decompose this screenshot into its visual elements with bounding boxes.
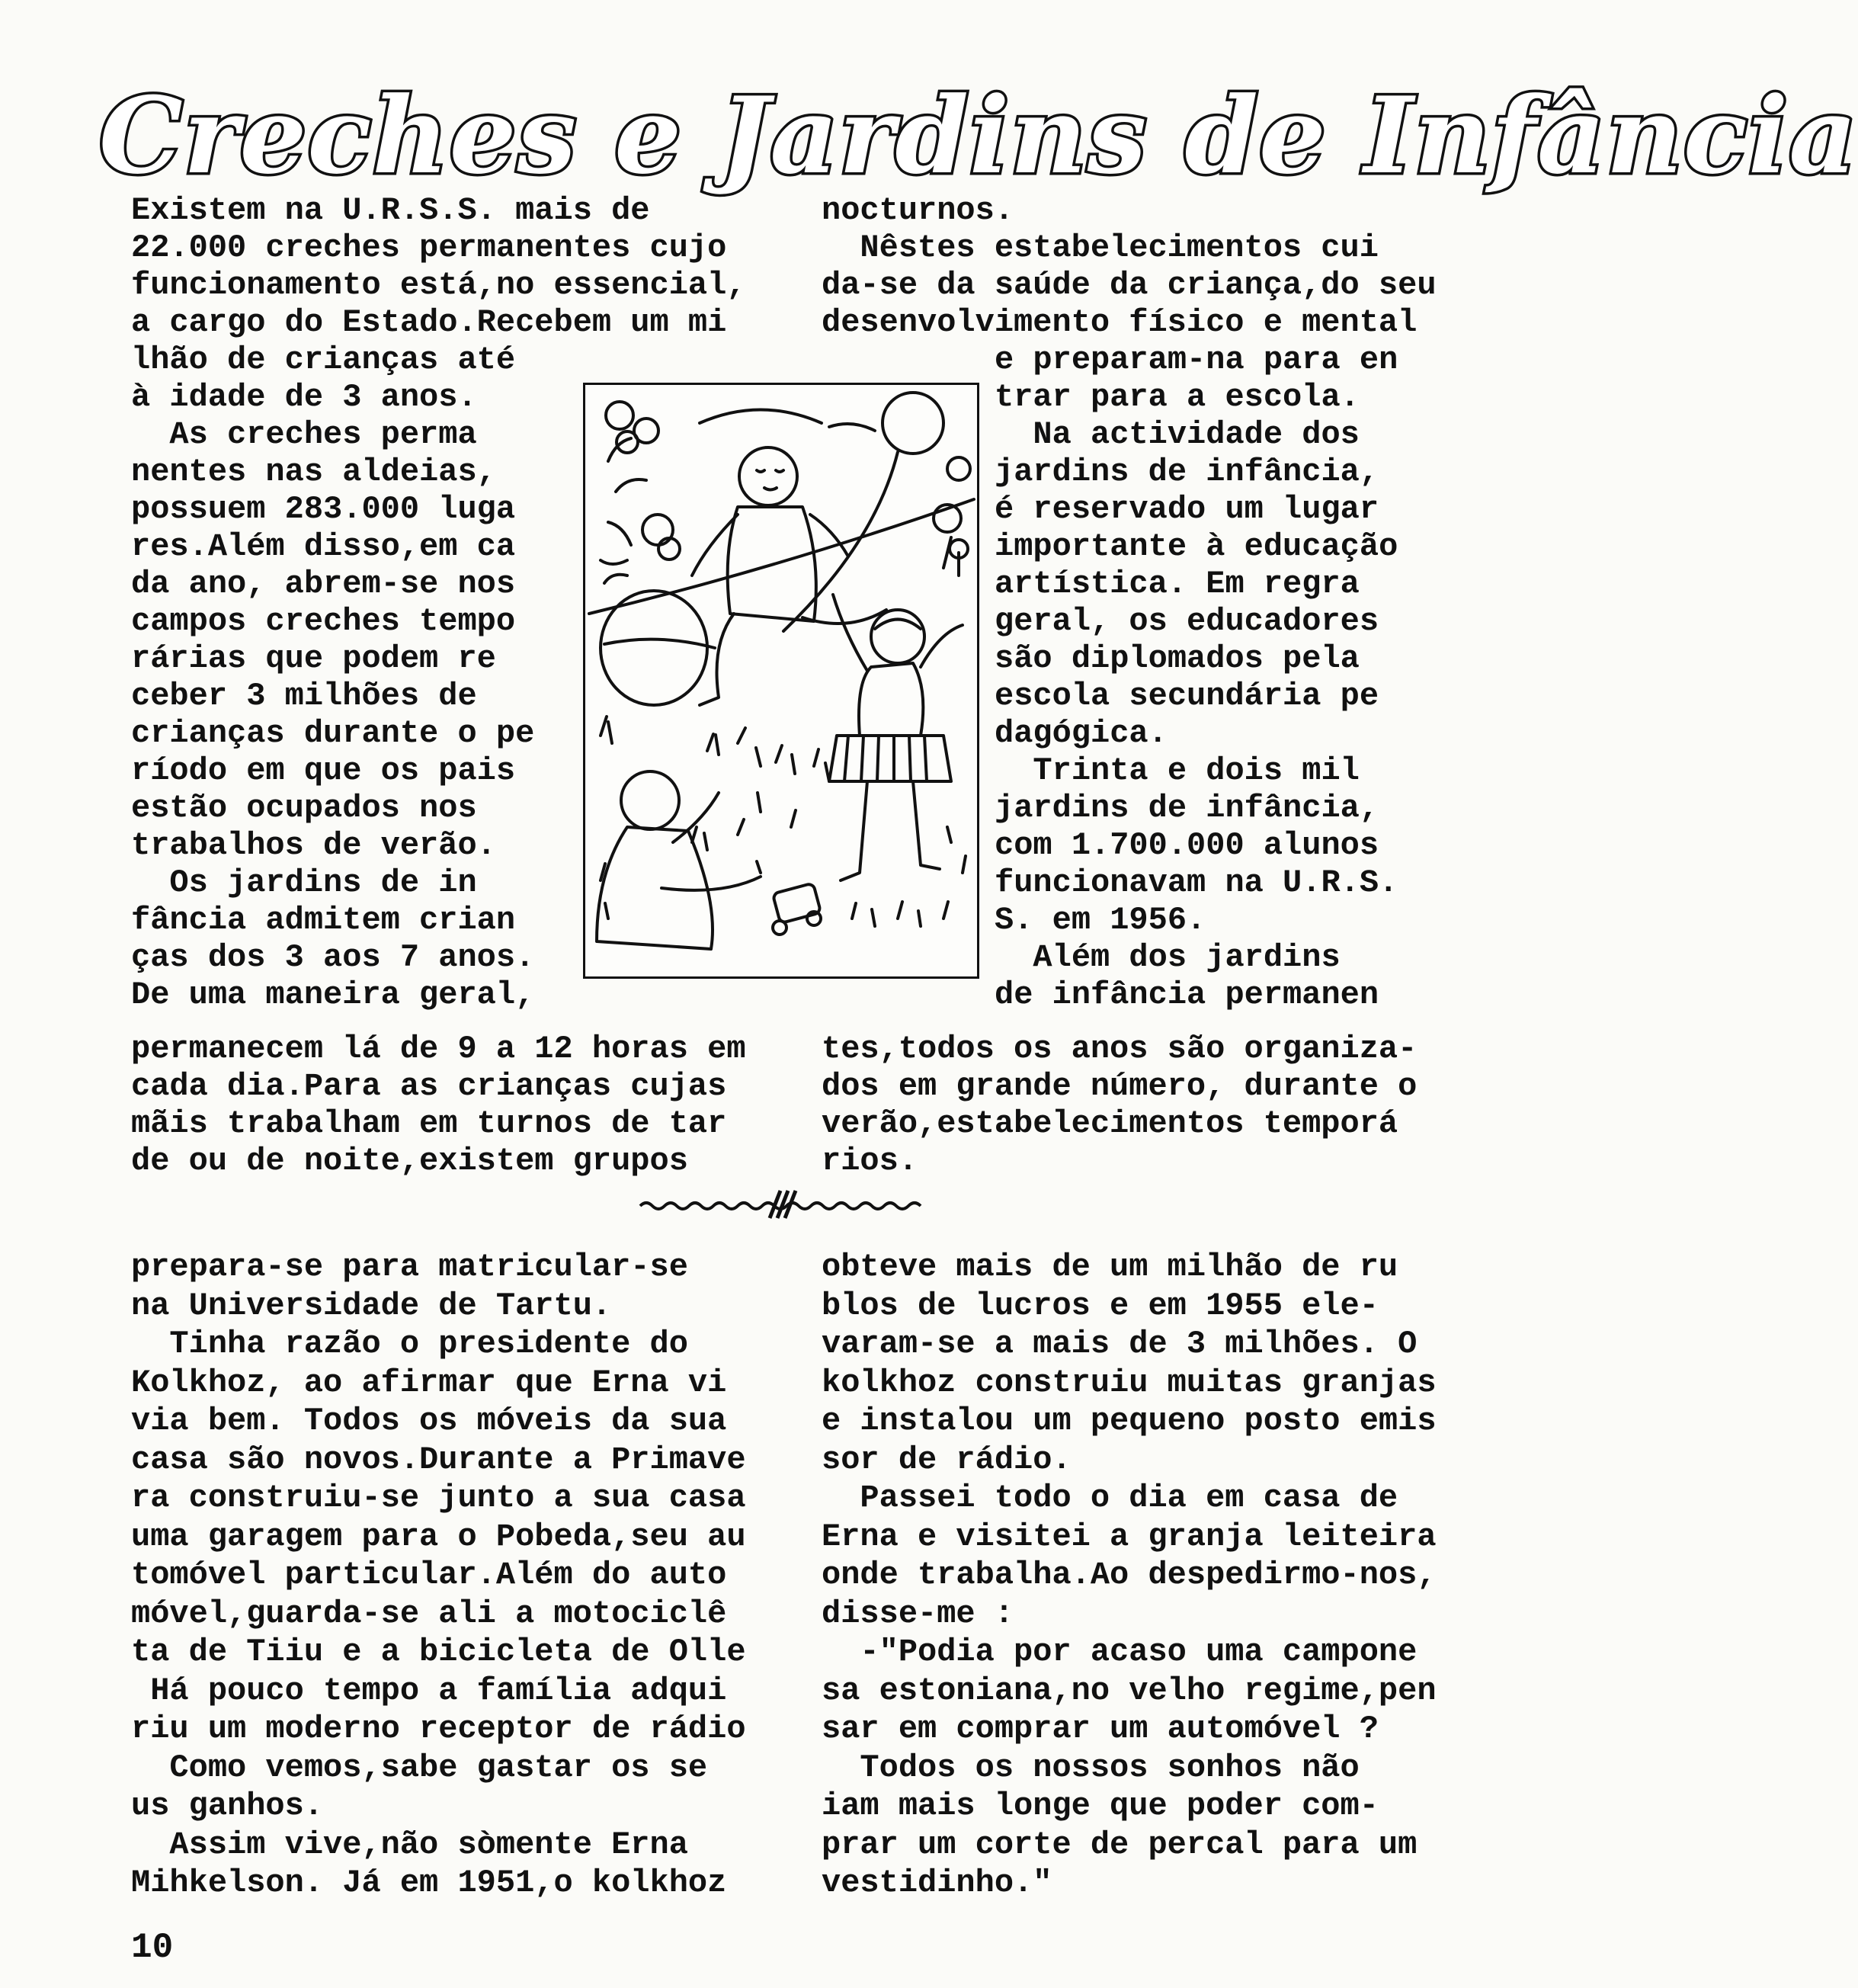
text-line: dagógica. <box>995 715 1168 752</box>
text-line: possuem 283.000 luga <box>131 491 516 527</box>
text-line: verão,estabelecimentos temporá <box>822 1105 1398 1142</box>
text-line: com 1.700.000 alunos <box>995 827 1379 864</box>
text-line: Na actividade dos <box>995 416 1360 453</box>
text-line: -"Podia por acaso uma campone <box>822 1634 1418 1670</box>
text-line: Além dos jardins <box>995 939 1341 976</box>
text-line: são diplomados pela <box>995 640 1360 677</box>
text-line: móvel,guarda-se ali a motociclê <box>131 1595 727 1632</box>
text-line: tomóvel particular.Além do auto <box>131 1557 727 1593</box>
text-line: sa estoniana,no velho regime,pen <box>822 1672 1437 1709</box>
text-line: uma garagem para o Pobeda,seu au <box>131 1518 746 1555</box>
text-line: rárias que podem re <box>131 640 496 677</box>
text-line: Tinha razão o presidente do <box>131 1326 688 1362</box>
text-line: dos em grande número, durante o <box>822 1068 1418 1105</box>
text-line: sar em comprar um automóvel ? <box>822 1711 1379 1747</box>
text-line: iam mais longe que poder com- <box>822 1788 1379 1824</box>
text-line: de ou de noite,existem grupos <box>131 1143 688 1179</box>
text-line: jardins de infância, <box>995 790 1379 826</box>
text-line: nocturnos. <box>822 192 1014 229</box>
text-line: permanecem lá de 9 a 12 horas em <box>131 1031 746 1067</box>
text-line: Trinta e dois mil <box>995 752 1360 789</box>
text-line: kolkhoz construiu muitas granjas <box>822 1364 1437 1401</box>
text-line: ta de Tiiu e a bicicleta de Olle <box>131 1634 746 1670</box>
text-line: trabalhos de verão. <box>131 827 496 864</box>
bottom-left-column <box>131 1248 771 1903</box>
text-line: disse-me : <box>822 1595 1014 1632</box>
text-line: e instalou um pequeno posto emis <box>822 1403 1437 1439</box>
text-line: e preparam-na para en <box>995 341 1398 378</box>
text-line: 22.000 creches permanentes cujo <box>131 229 727 266</box>
text-line: a cargo do Estado.Recebem um mi <box>131 304 727 341</box>
text-line: via bem. Todos os móveis da sua <box>131 1403 727 1439</box>
text-line: à idade de 3 anos. <box>131 379 477 415</box>
section-divider <box>640 1189 922 1220</box>
top-right-bottom <box>822 1031 1462 1180</box>
text-line: funcionamento está,no essencial, <box>131 267 746 303</box>
text-line: vestidinho." <box>822 1865 1052 1901</box>
text-line: campos creches tempo <box>131 603 516 640</box>
text-line: rios. <box>822 1143 918 1179</box>
text-line: de infância permanen <box>995 976 1379 1013</box>
text-line: sor de rádio. <box>822 1441 1072 1478</box>
text-line: obteve mais de um milhão de ru <box>822 1249 1398 1285</box>
text-line: geral, os educadores <box>995 603 1379 640</box>
text-line: da ano, abrem-se nos <box>131 566 516 602</box>
text-line: funcionavam na U.R.S. <box>995 864 1398 901</box>
top-left-narrow <box>131 341 565 1014</box>
text-line: mãis trabalham em turnos de tar <box>131 1105 727 1142</box>
text-line: Como vemos,sabe gastar os se <box>131 1749 708 1786</box>
bottom-right-column <box>822 1248 1462 1903</box>
text-line: cada dia.Para as crianças cujas <box>131 1068 727 1105</box>
top-right-wide <box>822 192 1462 341</box>
text-line: Nêstes estabelecimentos cui <box>822 229 1379 266</box>
text-line: ças dos 3 aos 7 anos. <box>131 939 535 976</box>
text-line: nentes nas aldeias, <box>131 454 496 490</box>
text-line: onde trabalha.Ao despedirmo-nos, <box>822 1557 1437 1593</box>
text-line: crianças durante o pe <box>131 715 535 752</box>
text-line: tes,todos os anos são organiza- <box>822 1031 1418 1067</box>
text-line: Os jardins de in <box>131 864 477 901</box>
text-line: Existem na U.R.S.S. mais de <box>131 192 650 229</box>
text-line: blos de lucros e em 1955 ele- <box>822 1287 1379 1324</box>
illustration-drawing <box>585 385 977 976</box>
children-playing-illustration <box>583 383 979 979</box>
text-line: varam-se a mais de 3 milhões. O <box>822 1326 1418 1362</box>
text-line: Erna e visitei a granja leiteira <box>822 1518 1437 1555</box>
text-line: na Universidade de Tartu. <box>131 1287 612 1324</box>
text-line: é reservado um lugar <box>995 491 1379 527</box>
text-line: S. em 1956. <box>995 902 1206 938</box>
page-number: 10 <box>131 1928 174 1967</box>
text-line: jardins de infância, <box>995 454 1379 490</box>
top-left-wide <box>131 192 764 341</box>
text-line: Todos os nossos sonhos não <box>822 1749 1360 1786</box>
page-title: Creches e Jardins de Infância <box>99 73 1858 197</box>
text-line: As creches perma <box>131 416 477 453</box>
text-line: ríodo em que os pais <box>131 752 516 789</box>
text-line: ceber 3 milhões de <box>131 678 477 714</box>
text-line: artística. Em regra <box>995 566 1360 602</box>
text-line: fância admitem crian <box>131 902 516 938</box>
text-line: estão ocupados nos <box>131 790 477 826</box>
text-line: trar para a escola. <box>995 379 1360 415</box>
text-line: Assim vive,não sòmente Erna <box>131 1826 688 1863</box>
text-line: De uma maneira geral, <box>131 976 535 1013</box>
text-line: lhão de crianças até <box>131 341 516 378</box>
text-line: desenvolvimento físico e mental <box>822 304 1418 341</box>
text-line: prepara-se para matricular-se <box>131 1249 688 1285</box>
text-line: Kolkhoz, ao afirmar que Erna vi <box>131 1364 727 1401</box>
text-line: importante à educação <box>995 528 1398 565</box>
text-line: us ganhos. <box>131 1788 324 1824</box>
top-left-bottom <box>131 1031 764 1180</box>
text-line: prar um corte de percal para um <box>822 1826 1418 1863</box>
text-line: Há pouco tempo a família adqui <box>131 1672 727 1709</box>
text-line: Mihkelson. Já em 1951,o kolkhoz <box>131 1865 727 1901</box>
text-line: riu um moderno receptor de rádio <box>131 1711 746 1747</box>
top-right-narrow <box>995 341 1452 1014</box>
text-line: casa são novos.Durante a Primave <box>131 1441 746 1478</box>
text-line: res.Além disso,em ca <box>131 528 516 565</box>
text-line: da-se da saúde da criança,do seu <box>822 267 1437 303</box>
text-line: ra construiu-se junto a sua casa <box>131 1480 746 1516</box>
text-line: escola secundária pe <box>995 678 1379 714</box>
text-line: Passei todo o dia em casa de <box>822 1480 1398 1516</box>
